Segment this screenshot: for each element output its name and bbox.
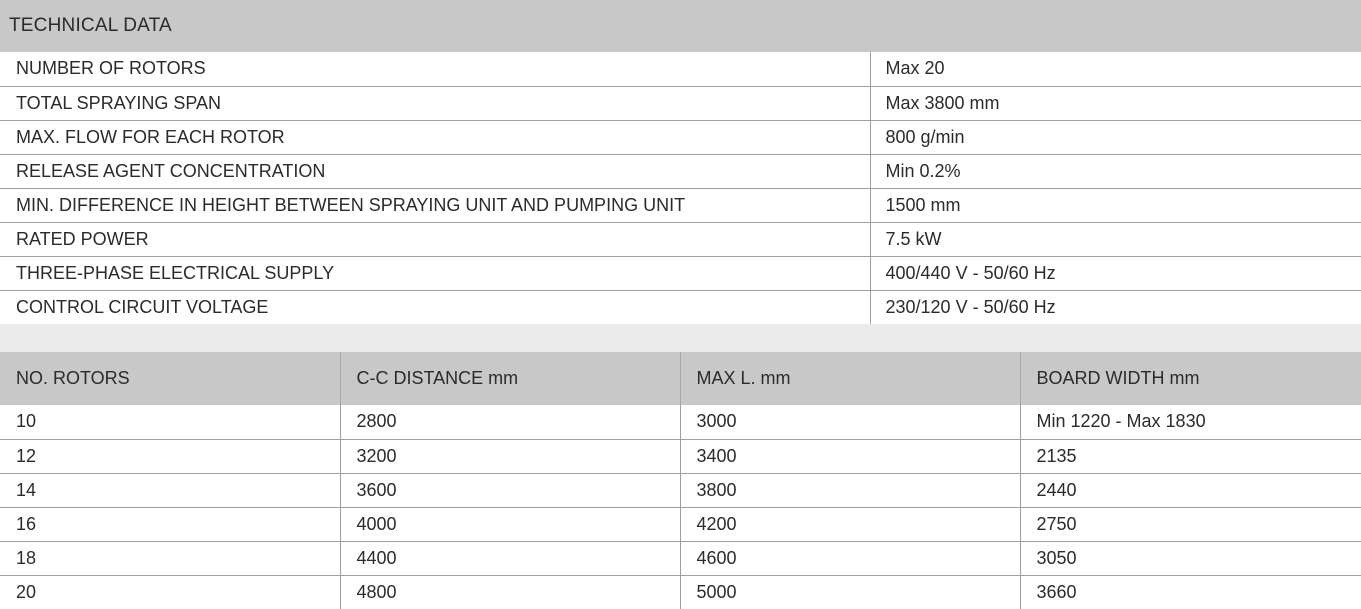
spec-value: Max 20 <box>870 52 1361 86</box>
table-row <box>0 439 1361 473</box>
spec-label: CONTROL CIRCUIT VOLTAGE <box>16 296 269 317</box>
spec-value: 7.5 kW <box>870 222 1361 256</box>
table-cell: Min 1220 - Max 1830 <box>1020 405 1361 439</box>
table-cell: 4200 <box>680 507 1020 541</box>
spec-row <box>0 154 1361 188</box>
table-row <box>0 507 1361 541</box>
specs-table <box>0 52 1361 324</box>
table-cell: 3600 <box>340 473 680 507</box>
table-cell: 20 <box>16 581 37 602</box>
table-cell: 3050 <box>1020 541 1361 575</box>
table-cell: 4000 <box>340 507 680 541</box>
spec-row <box>0 222 1361 256</box>
table-cell: 3200 <box>340 439 680 473</box>
spec-label: TOTAL SPRAYING SPAN <box>0 86 870 120</box>
spec-label: RELEASE AGENT CONCENTRATION <box>0 154 870 188</box>
spec-row <box>0 52 1361 86</box>
table-cell: 12 <box>0 439 340 473</box>
spec-row <box>0 188 1361 222</box>
column-header-cc-distance: C-C DISTANCE mm <box>340 352 680 405</box>
table-cell: 18 <box>0 541 340 575</box>
table-cell: 2750 <box>1020 507 1361 541</box>
spec-label: MIN. DIFFERENCE IN HEIGHT BETWEEN SPRAYING UNIT AND PUMPING UNIT <box>0 188 870 222</box>
spec-value: Max 3800 mm <box>870 86 1361 120</box>
table-cell: 4400 <box>340 541 680 575</box>
table-row <box>0 473 1361 507</box>
rotor-table <box>0 352 1361 609</box>
table-cell: 14 <box>0 473 340 507</box>
spec-value: 400/440 V - 50/60 Hz <box>870 256 1361 290</box>
spec-label: NUMBER OF ROTORS <box>0 52 870 86</box>
table-cell: 2440 <box>1020 473 1361 507</box>
table-cell: 4800 <box>340 575 680 609</box>
spec-row <box>0 256 1361 290</box>
spec-value: 1500 mm <box>870 188 1361 222</box>
table-cell: 3800 <box>680 473 1020 507</box>
spec-row <box>0 120 1361 154</box>
spec-row <box>0 290 1361 324</box>
table-cell: 3000 <box>680 405 1020 439</box>
technical-data-header <box>0 0 1361 52</box>
spec-value: Min 0.2% <box>870 154 1361 188</box>
table-cell: 10 <box>0 405 340 439</box>
column-header-board-width: BOARD WIDTH mm <box>1020 352 1361 405</box>
table-cell: 4600 <box>680 541 1020 575</box>
table-cell: 2800 <box>340 405 680 439</box>
table-row <box>0 575 1361 609</box>
column-header-rotors: NO. ROTORS <box>0 352 340 405</box>
section-divider <box>0 324 1361 352</box>
spec-row <box>0 86 1361 120</box>
spec-label: MAX. FLOW FOR EACH ROTOR <box>0 120 870 154</box>
spec-value: 230/120 V - 50/60 Hz <box>870 290 1361 324</box>
section-title: TECHNICAL DATA <box>9 15 172 36</box>
table-row <box>0 405 1361 439</box>
spec-label: RATED POWER <box>0 222 870 256</box>
table-cell: 3400 <box>680 439 1020 473</box>
table-cell: 3660 <box>1020 575 1361 609</box>
table-cell: 16 <box>0 507 340 541</box>
spec-value: 800 g/min <box>870 120 1361 154</box>
column-header-max-length: MAX L. mm <box>680 352 1020 405</box>
table-cell: 5000 <box>680 575 1020 609</box>
table-cell: 2135 <box>1020 439 1361 473</box>
table-row <box>0 541 1361 575</box>
spec-label: THREE-PHASE ELECTRICAL SUPPLY <box>0 256 870 290</box>
table-header-row <box>0 352 1361 405</box>
